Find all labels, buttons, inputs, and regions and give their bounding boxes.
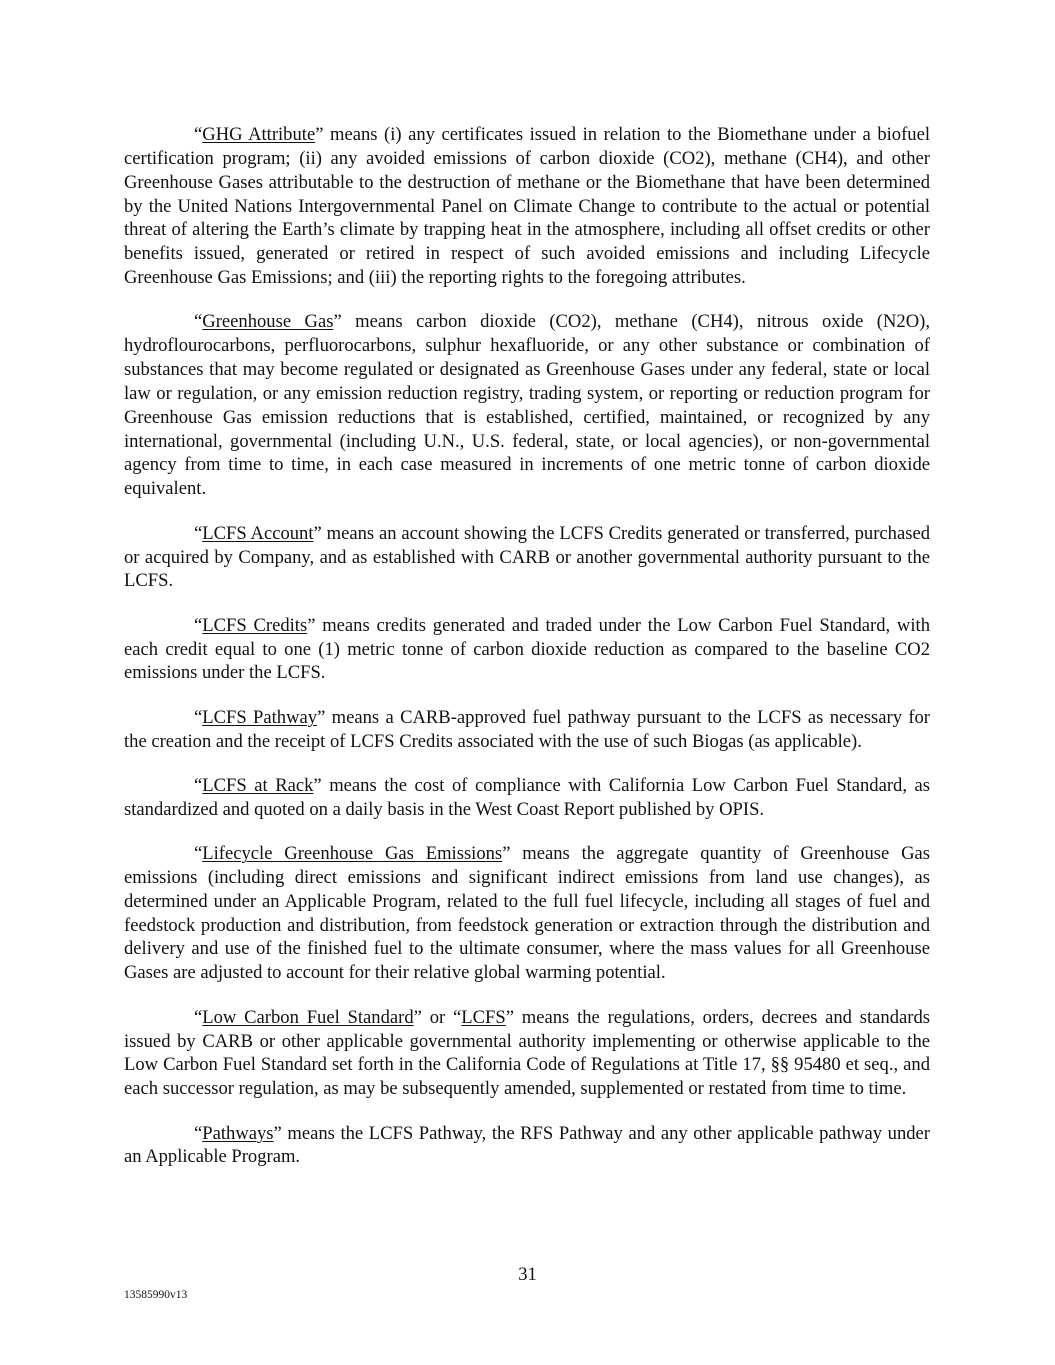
- defined-term: Lifecycle Greenhouse Gas Emissions: [202, 843, 503, 865]
- definition-low-carbon-fuel-standard: [124, 1006, 930, 1101]
- open-quote: “: [194, 774, 203, 796]
- definition-greenhouse-gas: [124, 310, 930, 501]
- defined-term: Pathways: [202, 1122, 274, 1144]
- defined-term: GHG Attribute: [202, 124, 316, 145]
- definition-lcfs-credits: [124, 614, 930, 686]
- defined-term: LCFS Account: [202, 522, 314, 544]
- open-quote: “: [194, 522, 203, 544]
- definition-text: ” means the regulations, orders, decrees and standards issued by CARB or other applicable governmental authority implementing or otherwise applicable to the Low Carbon Fuel Standard set forth in the California Code of Regulations at Title 17, §§ 95480 et seq., and each successor regulation, as may be subsequently amended, supplemented or restated from time to time.: [124, 1006, 931, 1100]
- definition-text: ” means carbon dioxide (CO2), methane (CH4), nitrous oxide (N2O), hydroflourocarbons, perfluorocarbons, sulphur hexafluoride, or any other substance or combination of substances that may become regulated or designated as Greenhouse Gases under any federal, state or local law or regulation, or any emission reduction registry, trading system, or reporting or reduction program for Greenhouse Gas emission reductions that is established, certified, maintained, or recognized by any international, governmental (including U.N., U.S. federal, state, or local agencies), or non-governmental agency from time to time, in each case measured in increments of one metric tonne of carbon dioxide equivalent.: [124, 311, 930, 500]
- open-quote: “: [194, 706, 203, 728]
- definition-text: ” means (i) any certificates issued in relation to the Biomethane under a biofuel certification program; (ii) any avoided emissions of carbon dioxide (CO2), methane (CH4), and other Greenhouse Gases attributable to the destruction of methane or the Biomethane that have been determined by the United Nations Intergovernmental Panel on Climate Change to contribute to the actual or potential threat of altering the Earth’s climate by trapping heat in the atmosphere, including all offset credits or other benefits issued, generated or retired in respect of such avoided emissions and including Lifecycle Greenhouse Gas Emissions; and (iii) the reporting rights to the foregoing attributes.: [124, 124, 930, 289]
- document-id: 13585990v13: [124, 1289, 188, 1301]
- definition-text: ” means credits generated and traded under the Low Carbon Fuel Standard, with each credit equal to one (1) metric tonne of carbon dioxide reduction as compared to the baseline CO2 emissions under the LCFS.: [124, 614, 930, 684]
- definition-lcfs-pathway: [124, 706, 930, 754]
- definition-pathways: [124, 1122, 930, 1170]
- open-quote: “: [194, 614, 203, 636]
- definition-lifecycle-ghg-emissions: [124, 842, 930, 985]
- open-quote: “: [194, 311, 203, 333]
- definition-text: ” means the cost of compliance with California Low Carbon Fuel Standard, as standardized and quoted on a daily basis in the West Coast Report published by OPIS.: [124, 774, 930, 820]
- definition-lcfs-account: [124, 522, 930, 594]
- document-body: [124, 123, 930, 1169]
- definition-text: ” means a CARB-approved fuel pathway pursuant to the LCFS as necessary for the creation and the receipt of LCFS Credits associated with the use of such Biogas (as applicable).: [124, 706, 930, 752]
- defined-term: LCFS at Rack: [202, 774, 314, 796]
- defined-term: LCFS Pathway: [202, 706, 318, 728]
- open-quote: “: [194, 124, 203, 145]
- open-quote: “: [194, 1122, 203, 1144]
- definition-ghg-attribute: [124, 123, 930, 290]
- open-quote: “: [194, 843, 203, 865]
- definition-text: ” means the LCFS Pathway, the RFS Pathway and any other applicable pathway under an Applicable Program.: [124, 1122, 930, 1168]
- defined-term-abbreviation: LCFS: [461, 1006, 506, 1028]
- page-number: 31: [518, 1264, 537, 1285]
- connector-text: ” or “: [413, 1006, 462, 1028]
- defined-term: Low Carbon Fuel Standard: [202, 1006, 414, 1028]
- defined-term: Greenhouse Gas: [202, 311, 334, 333]
- definition-lcfs-at-rack: [124, 774, 930, 822]
- definition-text: ” means the aggregate quantity of Greenhouse Gas emissions (including direct emissions and significant indirect emissions from land use changes), as determined under an Applicable Program, related to the full fuel lifecycle, including all stages of fuel and feedstock production and distribution, from feedstock generation or extraction through the distribution and delivery and use of the finished fuel to the ultimate consumer, where the mass values for all Greenhouse Gases are adjusted to account for their relative global warming potential.: [124, 843, 931, 984]
- definition-text: ” means an account showing the LCFS Credits generated or transferred, purchased or acquired by Company, and as established with CARB or another governmental authority pursuant to the LCFS.: [124, 522, 930, 592]
- open-quote: “: [194, 1006, 203, 1028]
- defined-term: LCFS Credits: [202, 614, 308, 636]
